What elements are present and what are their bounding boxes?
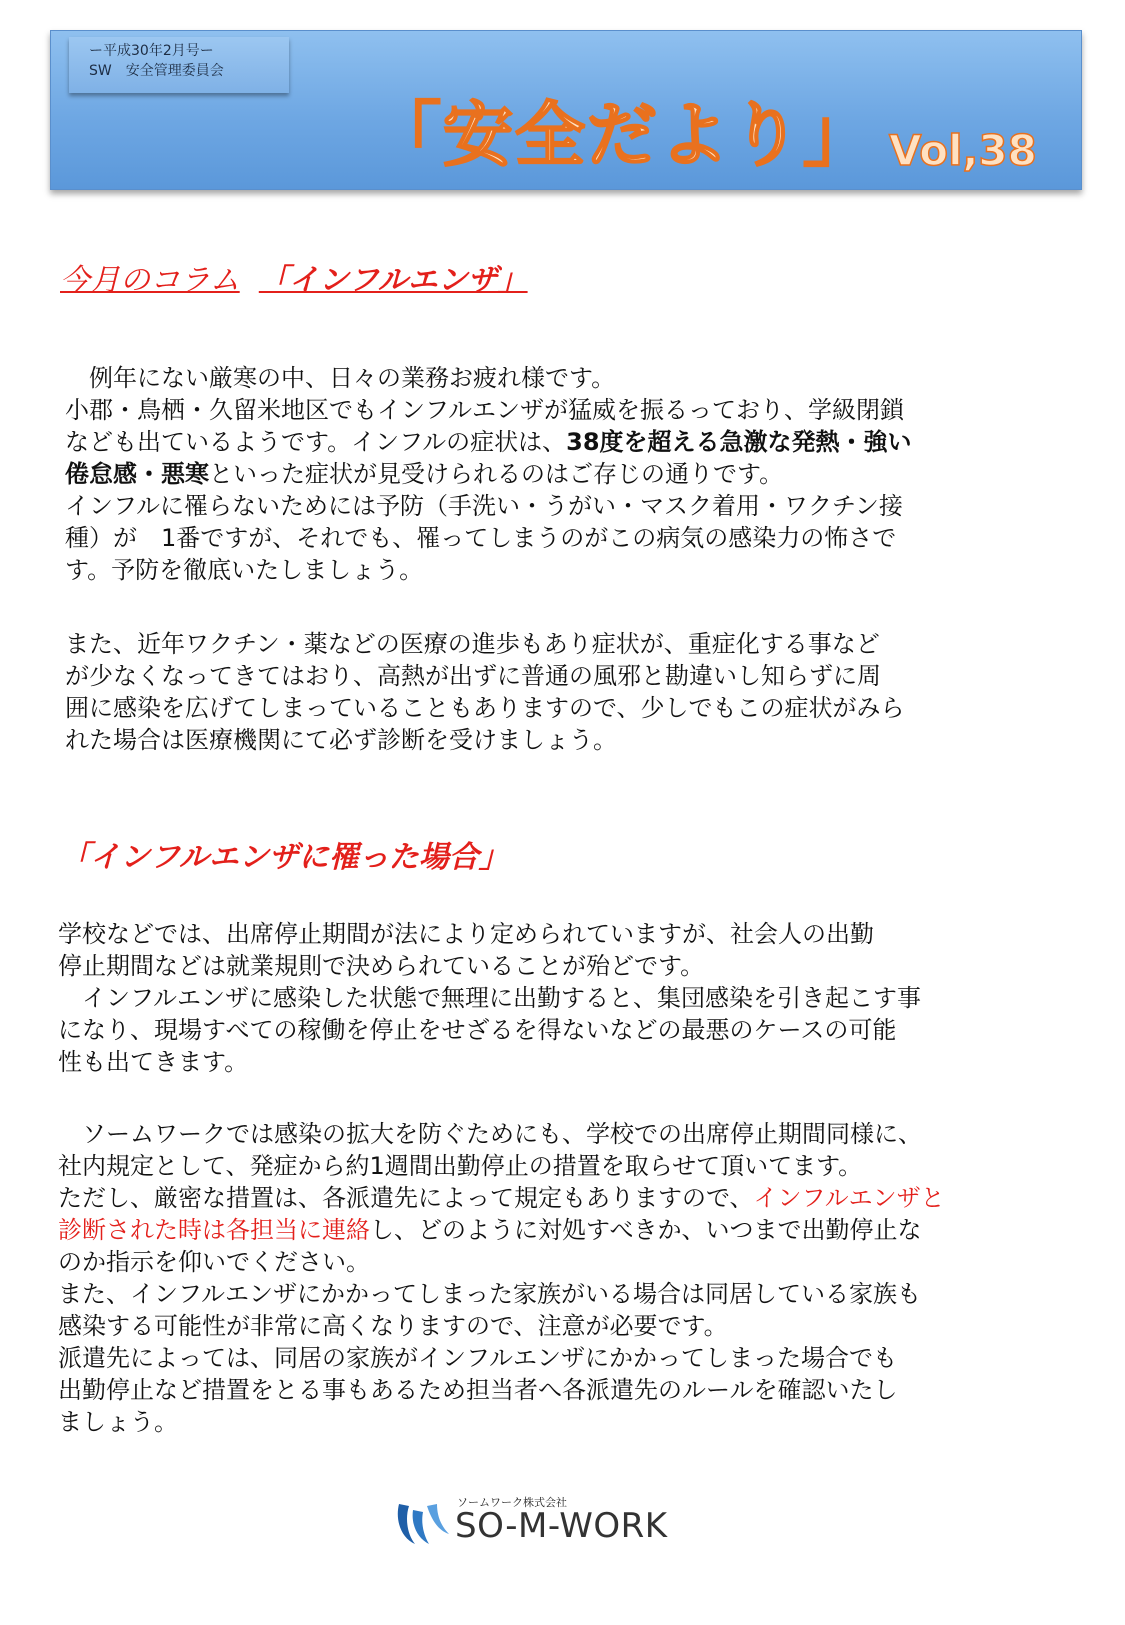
section2-paragraph-1 — [58, 918, 921, 1078]
text-line — [65, 458, 912, 490]
text-line: 性も出てきます。 — [58, 1048, 249, 1076]
text-line: 社内規定として、発症から約1週間出勤停止の措置を取らせて頂いてます。 — [58, 1152, 863, 1180]
text-line: また、近年ワクチン・薬などの医療の進歩もあり症状が、重症化する事など — [65, 630, 880, 658]
text-line: 停止期間などは就業規則で決められていることが殆どです。 — [58, 952, 705, 980]
text-line: のか指示を仰いでください。 — [58, 1248, 370, 1276]
company-name-jp: ソームワーク株式会社 — [457, 1496, 567, 1509]
section-heading-infected: 「インフルエンザに罹った場合」 — [60, 840, 509, 875]
text-line — [65, 426, 912, 458]
text-line: す。予防を徹底いたしましょう。 — [65, 556, 424, 584]
symptom-highlight: 38度を超える急激な発熱・強い — [566, 428, 912, 456]
text-run: なども出ているようです。インフルの症状は、 — [65, 428, 567, 456]
text-line: 種）が 1番ですが、それでも、罹ってしまうのがこの病気の感染力の怖さで — [65, 524, 897, 552]
column-paragraph-2 — [65, 628, 905, 756]
column-heading-prefix: 今月のコラム — [60, 263, 240, 298]
text-run: といった症状が見受けられるのはご存じの通りです。 — [209, 460, 784, 488]
symptom-highlight: 倦怠感・悪寒 — [65, 460, 209, 488]
text-line: 派遣先によっては、同居の家族がインフルエンザにかかってしまった場合でも — [58, 1344, 898, 1372]
text-line: 出勤停止など措置をとる事もあるため担当者へ各派遣先のルールを確認いたし — [58, 1376, 898, 1404]
text-line: ソームワークでは感染の拡大を防ぐためにも、学校での出席停止期間同様に、 — [58, 1120, 922, 1148]
newsletter-title: 「安全だより」 — [371, 94, 875, 176]
column-heading — [60, 255, 528, 299]
text-line: になり、現場すべての稼働を停止をせざるを得ないなどの最悪のケースの可能 — [58, 1016, 897, 1044]
issue-info-box — [69, 37, 289, 93]
committee-name: SW 安全管理委員会 — [89, 63, 224, 79]
text-line: インフルに罹らないためには予防（手洗い・うがい・マスク着用・ワクチン接 — [65, 492, 903, 520]
text-line — [58, 1214, 945, 1246]
text-line: 小郡・鳥栖・久留米地区でもインフルエンザが猛威を振るっており、学級閉鎖 — [65, 396, 905, 424]
text-line: 囲に感染を広げてしまっていることもありますので、少しでもこの症状がみら — [65, 694, 905, 722]
text-line: が少なくなってきてはおり、高熱が出ずに普通の風邪と勘違いし知らずに周 — [65, 662, 881, 690]
text-line — [58, 1182, 945, 1214]
text-line: また、インフルエンザにかかってしまった家族がいる場合は同居している家族も — [58, 1280, 922, 1308]
sw-wave-logo-icon — [393, 1500, 453, 1548]
text-line: インフルエンザに感染した状態で無理に出勤すると、集団感染を引き起こす事 — [58, 984, 922, 1012]
company-logo — [393, 1492, 693, 1556]
contact-notice-highlight: インフルエンザと — [753, 1184, 945, 1212]
issue-date: ー平成30年2月号ー — [89, 43, 214, 59]
text-line: 感染する可能性が非常に高くなりますので、注意が必要です。 — [58, 1312, 728, 1340]
column-heading-topic: 「インフルエンザ」 — [258, 263, 528, 298]
contact-notice-highlight: 診断された時は各担当に連絡 — [58, 1216, 370, 1244]
column-paragraph-1 — [65, 362, 912, 586]
text-run: ただし、厳密な措置は、各派遣先によって規定もありますので、 — [58, 1184, 754, 1212]
volume-number: Vol,38 — [889, 126, 1037, 175]
company-name-en: SO-M-WORK — [455, 1506, 668, 1546]
text-line: れた場合は医療機関にて必ず診断を受けましょう。 — [65, 726, 617, 754]
text-line: 学校などでは、出席停止期間が法により定められていますが、社会人の出勤 — [58, 920, 874, 948]
newsletter-header-banner — [50, 30, 1082, 190]
text-line: ましょう。 — [58, 1408, 178, 1436]
section2-paragraph-2 — [58, 1118, 945, 1438]
text-line: 例年にない厳寒の中、日々の業務お疲れ様です。 — [65, 364, 616, 392]
text-run: し、どのように対処すべきか、いつまで出勤停止な — [370, 1216, 922, 1244]
